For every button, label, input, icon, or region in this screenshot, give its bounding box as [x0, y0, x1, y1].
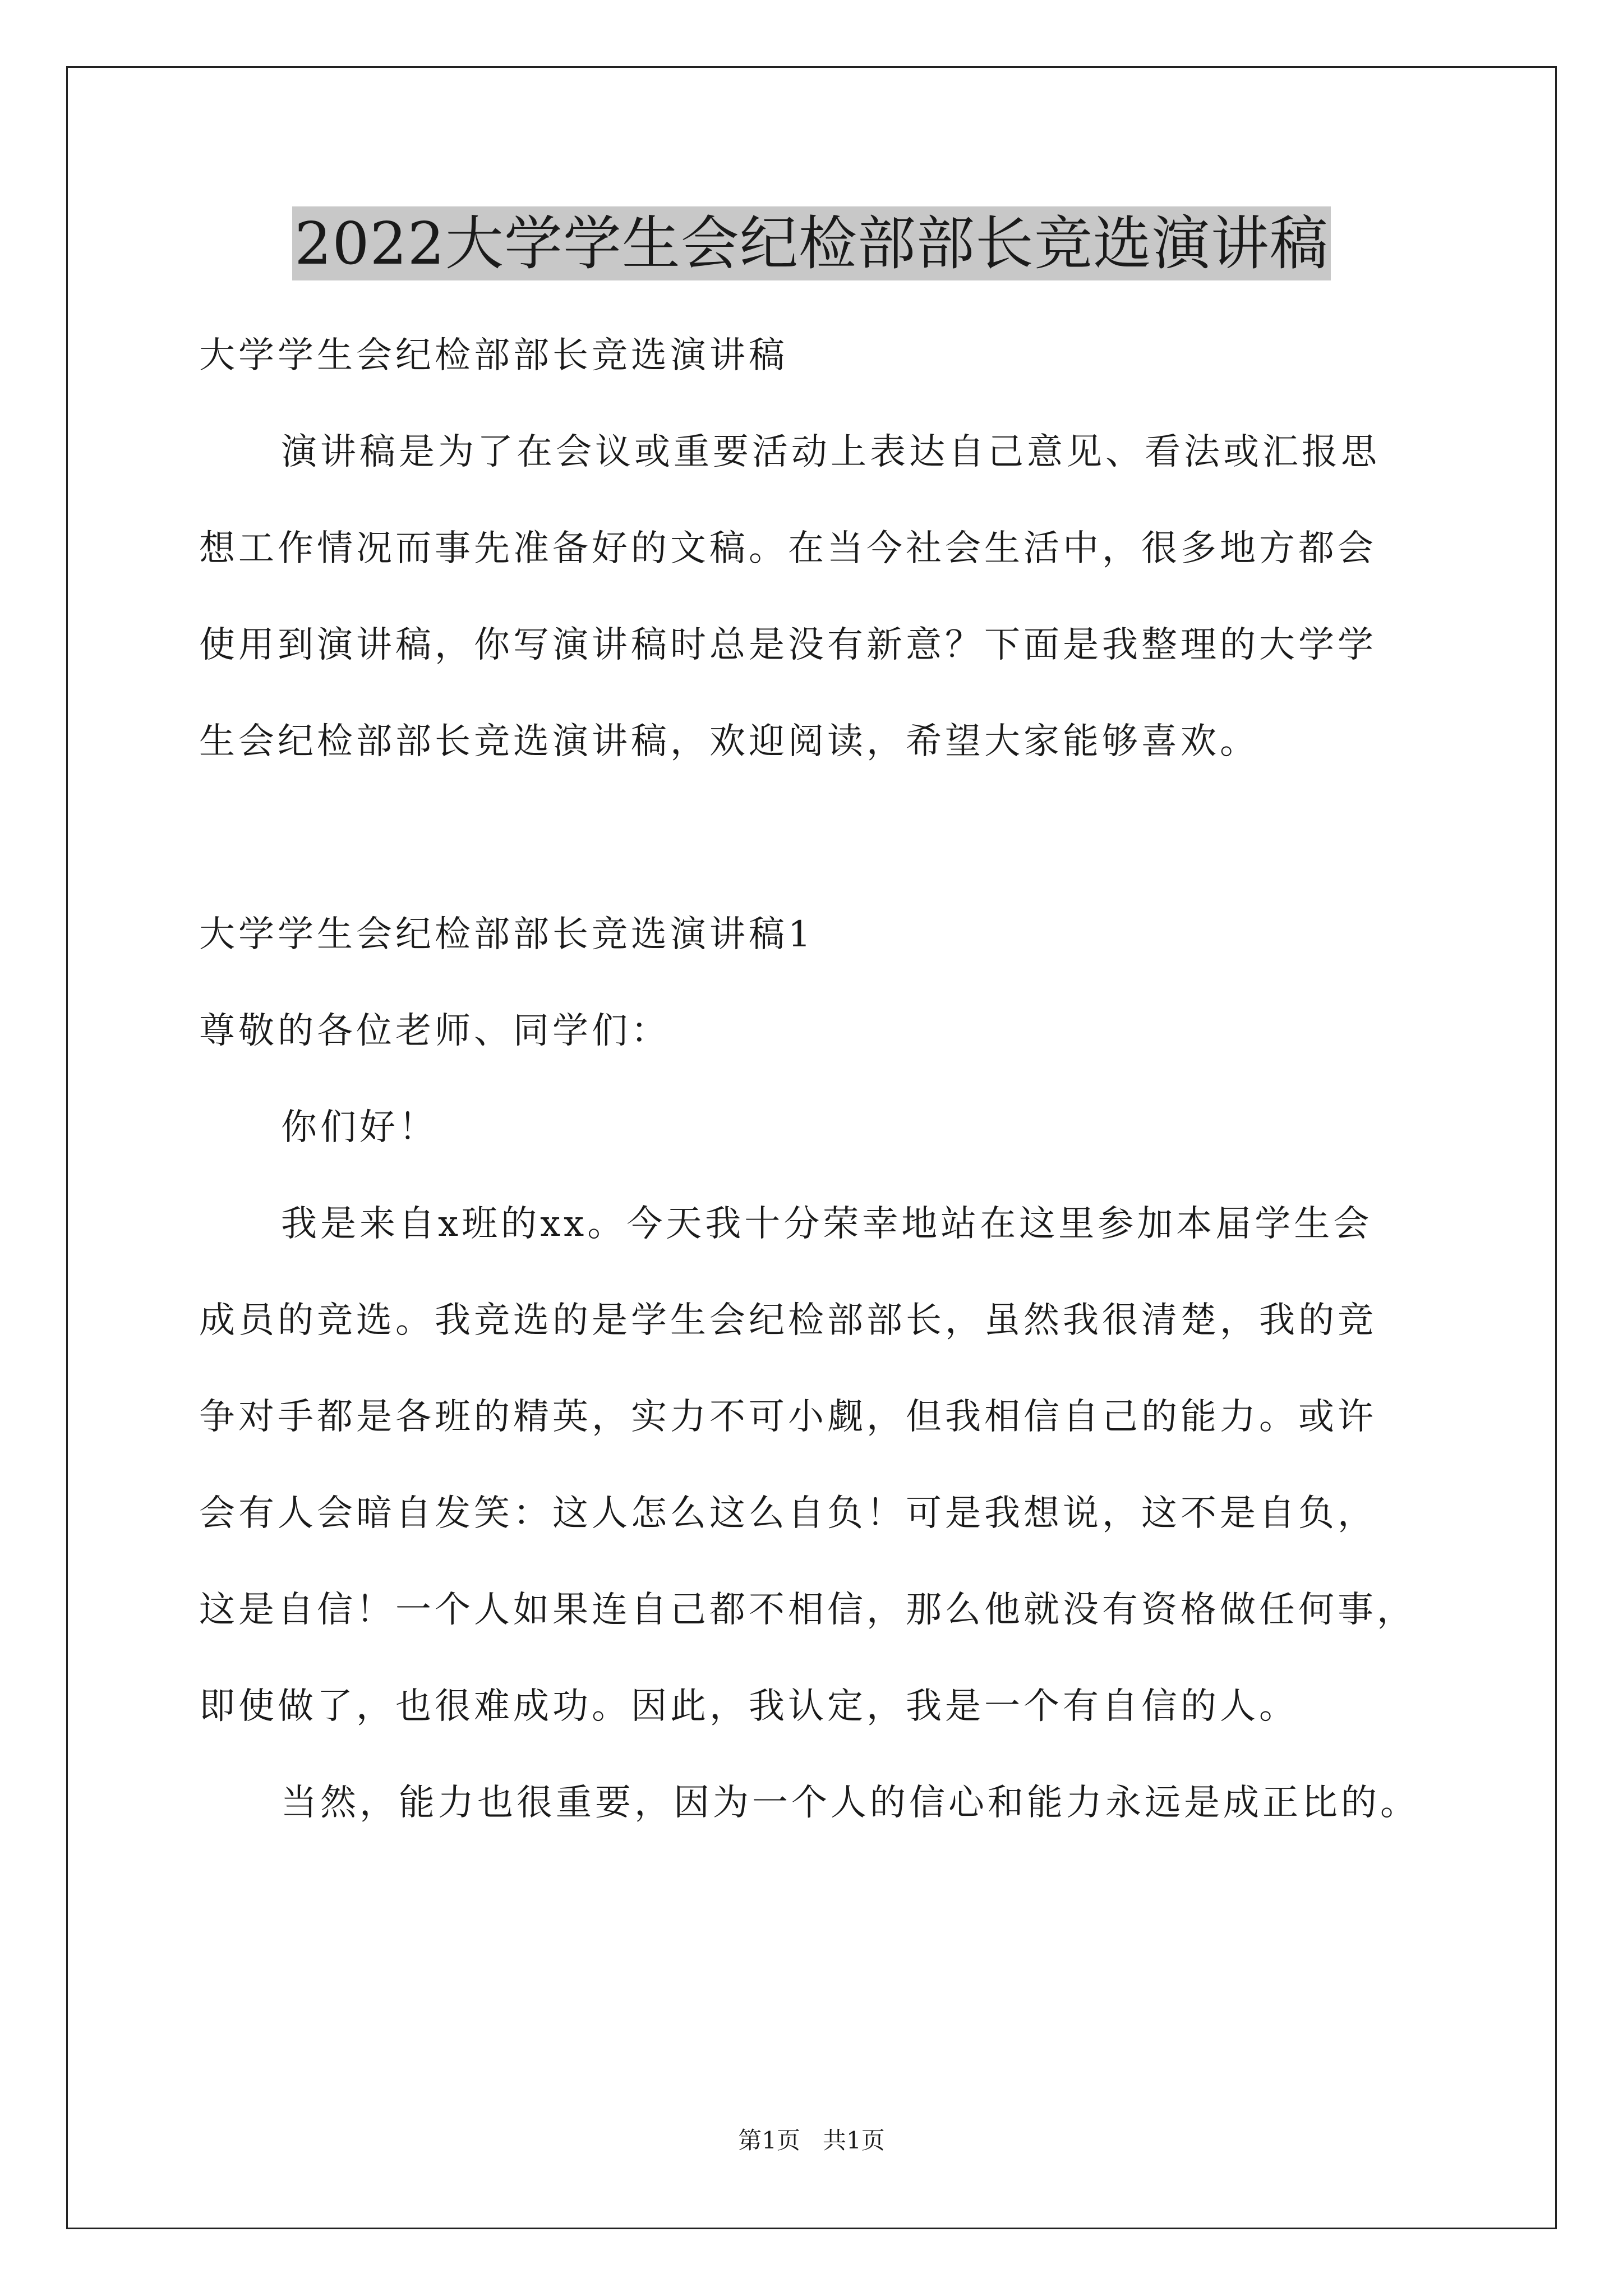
salutation-line: 尊敬的各位老师、同学们： — [199, 1010, 670, 1052]
paragraph-line: 会有人会暗自发笑：这人怎么这么自负！可是我想说，这不是自负， — [199, 1493, 1377, 1534]
page-footer: 第1页 共1页 — [738, 2127, 885, 2154]
document-body — [199, 307, 1433, 1851]
paragraph-line: 想工作情况而事先准备好的文稿。在当今社会生活中，很多地方都会 — [199, 528, 1377, 569]
section-heading: 大学学生会纪检部部长竞选演讲稿1 — [199, 914, 814, 955]
paragraph-line: 生会纪检部部长竞选演讲稿，欢迎阅读，希望大家能够喜欢。 — [199, 721, 1259, 762]
subtitle-line: 大学学生会纪检部部长竞选演讲稿 — [199, 335, 788, 376]
paragraph-line: 争对手都是各班的精英，实力不可小觑，但我相信自己的能力。或许 — [199, 1396, 1377, 1438]
paragraph-line: 这是自信！一个人如果连自己都不相信，那么他就没有资格做任何事， — [199, 1589, 1416, 1631]
title-container — [0, 206, 1623, 280]
paragraph-line: 演讲稿是为了在会议或重要活动上表达自己意见、看法或汇报思 — [281, 431, 1380, 473]
paragraph-line: 使用到演讲稿，你写演讲稿时总是没有新意？下面是我整理的大学学 — [199, 624, 1377, 666]
paragraph-line: 我是来自x班的xx。今天我十分荣幸地站在这里参加本届学生会 — [281, 1203, 1373, 1245]
paragraph-line: 成员的竞选。我竞选的是学生会纪检部部长，虽然我很清楚，我的竞 — [199, 1300, 1377, 1341]
paragraph-line: 当然，能力也很重要，因为一个人的信心和能力永远是成正比的。 — [281, 1782, 1419, 1824]
document-title: 2022大学学生会纪检部部长竞选演讲稿 — [292, 206, 1331, 280]
paragraph-line: 即使做了，也很难成功。因此，我认定，我是一个有自信的人。 — [199, 1686, 1298, 1727]
greeting-line: 你们好！ — [281, 1107, 438, 1148]
blank-line — [199, 790, 1433, 886]
